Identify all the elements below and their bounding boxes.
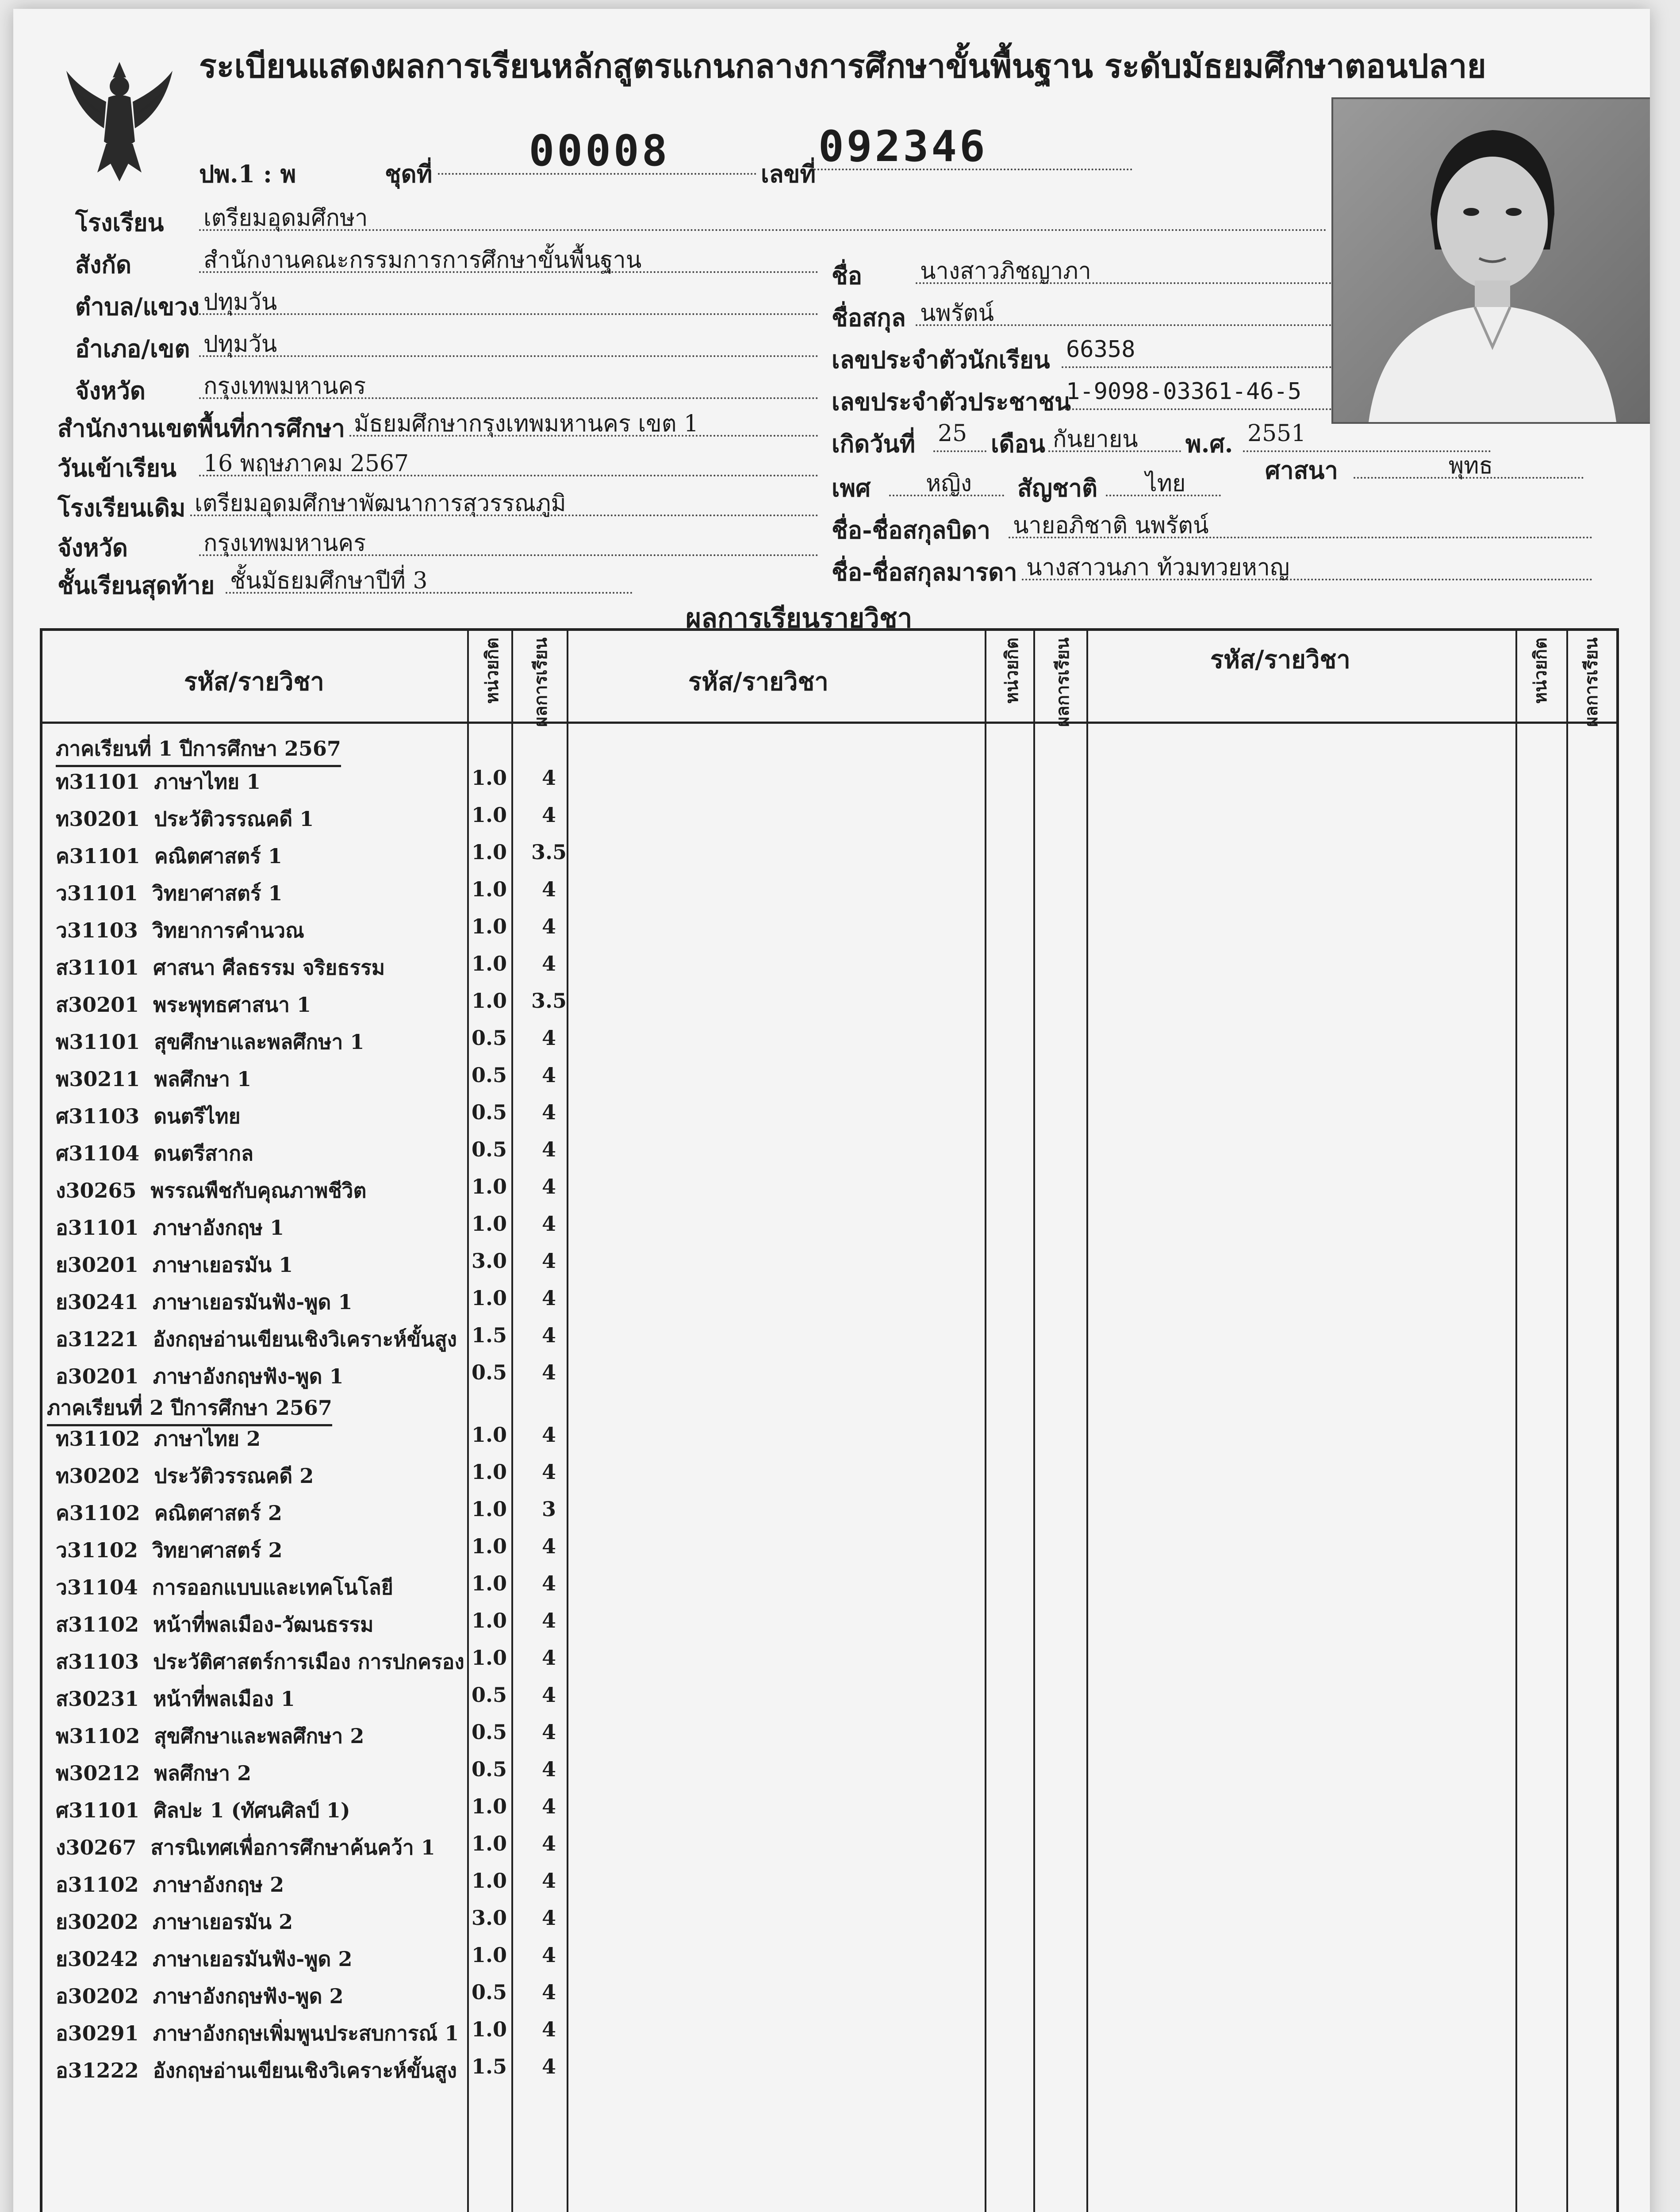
religion-label: ศาสนา (1265, 456, 1338, 484)
subject-units: 1.0 (471, 1175, 507, 1198)
col2-units-header: หน่วยกิต (1001, 637, 1022, 704)
set-label: ชุดที่ (385, 160, 433, 188)
subject-code: ย30241 (56, 1290, 138, 1314)
school-label: โรงเรียน (75, 208, 164, 237)
subject-code-name (56, 1571, 393, 1604)
subject-grade: 4 (541, 1286, 556, 1310)
subject-code: ส31103 (56, 1650, 139, 1674)
header-rule (42, 722, 1616, 724)
subject-units: 1.0 (471, 914, 507, 938)
subject-code-name (56, 803, 314, 835)
subject-code: พ31101 (56, 1030, 140, 1054)
subject-units: 1.0 (471, 1646, 507, 1670)
subject-code-name (56, 2017, 459, 2050)
subject-name: พลศึกษา 2 (154, 1761, 252, 1785)
col2-grade-header: ผลการเรียน (1052, 637, 1073, 727)
sex-label: เพศ (832, 474, 871, 502)
subject-name: ประวัติศาสตร์การเมือง การปกครอง (153, 1650, 464, 1674)
subject-code-name (56, 1460, 314, 1492)
subject-code-name (56, 1757, 251, 1790)
subject-grade: 4 (541, 1609, 556, 1632)
father-value: นายอภิชาติ นพรัตน์ (1009, 507, 1592, 538)
subject-code-name (56, 840, 282, 872)
subject-grade: 4 (541, 1249, 556, 1273)
subject-grade: 4 (541, 914, 556, 938)
subject-units: 0.5 (471, 1063, 507, 1087)
col3-units-header: หน่วยกิต (1530, 637, 1551, 704)
subject-code: ท31102 (56, 1427, 140, 1451)
subject-results-title: ผลการเรียนรายวิชา (686, 603, 913, 634)
subject-code: ส30201 (56, 993, 139, 1017)
subject-grade: 4 (541, 766, 556, 790)
subject-units: 1.0 (471, 1609, 507, 1632)
subject-code-name (56, 1534, 283, 1567)
divider (985, 631, 986, 2212)
subject-grade: 4 (541, 2017, 556, 2041)
citizen-id-label: เลขประจำตัวประชาชน (832, 388, 1071, 416)
previous-school-value: เตรียมอุดมศึกษาพัฒนาการสุวรรณภูมิ (190, 484, 818, 516)
previous-province-label: จังหวัด (58, 534, 128, 562)
subject-code: ศ31103 (56, 1104, 140, 1128)
affiliation-value: สำนักงานคณะกรรมการการศึกษาขั้นพื้นฐาน (199, 241, 818, 273)
subject-code: อ30291 (56, 2021, 139, 2045)
subject-code-name (56, 2055, 457, 2087)
subject-name: ภาษาเยอรมัน 1 (153, 1253, 293, 1277)
subject-grade: 4 (541, 1646, 556, 1670)
subject-name: ภาษาอังกฤษ 1 (153, 1216, 284, 1240)
subject-units: 0.5 (471, 1137, 507, 1161)
divider (511, 631, 513, 2212)
subject-grade: 4 (541, 1212, 556, 1236)
subject-name: ภาษาเยอรมันฟัง-พูด 1 (153, 1290, 353, 1314)
province-value: กรุงเทพมหานคร (199, 367, 818, 399)
subject-grade: 4 (541, 1869, 556, 1893)
subject-code-name (56, 1906, 293, 1938)
subject-code: ง30265 (56, 1179, 137, 1202)
mother-label: ชื่อ-ชื่อสกุลมารดา (832, 558, 1017, 586)
divider (1086, 631, 1088, 2212)
subject-units: 1.0 (471, 1423, 507, 1447)
subject-code: ส31101 (56, 956, 139, 979)
subject-grade: 3.5 (531, 989, 567, 1013)
subject-name: สุขศึกษาและพลศึกษา 1 (154, 1030, 364, 1054)
subject-units: 1.5 (471, 1323, 507, 1347)
subject-units: 0.5 (471, 1757, 507, 1781)
subject-code: อ31102 (56, 1873, 139, 1897)
affiliation-label: สังกัด (75, 250, 132, 279)
subject-grade: 4 (541, 803, 556, 827)
district-label: อำเภอ/เขต (75, 334, 190, 363)
subject-name: ภาษาอังกฤษฟัง-พูด 1 (153, 1364, 344, 1388)
student-photo (1331, 97, 1650, 424)
student-portrait-icon (1333, 99, 1650, 422)
subject-name: หน้าที่พลเมือง 1 (153, 1687, 295, 1711)
subject-units: 1.0 (471, 1943, 507, 1967)
subject-units: 1.0 (471, 803, 507, 827)
subject-code: ท30201 (56, 807, 140, 831)
subject-units: 1.0 (471, 1869, 507, 1893)
subject-code-name (56, 1100, 241, 1133)
subject-code-name (56, 1063, 251, 1095)
subject-code-name (56, 1609, 373, 1641)
subject-units: 0.5 (471, 1100, 507, 1124)
surname-label: ชื่อสกุล (832, 303, 906, 332)
subject-code-name (56, 1026, 364, 1058)
subject-code: อ30201 (56, 1364, 139, 1388)
subject-code-name (56, 1137, 253, 1170)
birth-month-value: กันยายน (1048, 420, 1181, 452)
subject-code-name (56, 914, 304, 947)
birth-year-value: 2551 (1243, 420, 1491, 452)
subject-name: สุขศึกษาและพลศึกษา 2 (154, 1724, 364, 1748)
subject-units: 0.5 (471, 1683, 507, 1707)
mother-value: นางสาวนภา ท้วมทวยหาญ (1022, 549, 1592, 580)
subject-units: 0.5 (471, 1360, 507, 1384)
subject-grade: 4 (541, 1683, 556, 1707)
subject-grade: 4 (541, 1906, 556, 1930)
subject-name: สารนิเทศเพื่อการศึกษาค้นคว้า 1 (150, 1836, 435, 1859)
subject-name: วิทยาศาสตร์ 1 (152, 881, 283, 905)
divider (467, 631, 469, 2212)
subject-units: 1.0 (471, 1832, 507, 1855)
divider (567, 631, 568, 2212)
birth-month-label: เดือน (991, 430, 1045, 458)
semester-2-heading: ภาคเรียนที่ 2 ปีการศึกษา 2567 (47, 1392, 332, 1426)
subject-units: 1.5 (471, 2055, 507, 2078)
subject-units: 1.0 (471, 989, 507, 1013)
col3-grade-header: ผลการเรียน (1581, 637, 1602, 727)
subject-units: 1.0 (471, 1571, 507, 1595)
subject-name: ภาษาอังกฤษ 2 (153, 1873, 284, 1897)
subject-units: 1.0 (471, 1497, 507, 1521)
subject-code: อ30202 (56, 1984, 139, 2008)
subject-name: ศิลปะ 1 (ทัศนศิลป์ 1) (153, 1798, 350, 1822)
subject-code-name (56, 952, 385, 984)
subject-grade: 4 (541, 1323, 556, 1347)
father-label: ชื่อ-ชื่อสกุลบิดา (832, 516, 990, 544)
subject-code: ท31101 (56, 770, 140, 794)
subject-name: อังกฤษอ่านเขียนเชิงวิเคราะห์ขั้นสูง (153, 2058, 457, 2082)
subject-grade: 4 (541, 1534, 556, 1558)
subject-code-name (56, 1423, 261, 1455)
subject-code-name (56, 989, 311, 1021)
sex-value: หญิง (889, 465, 1004, 496)
subject-code: อ31101 (56, 1216, 139, 1240)
nationality-label: สัญชาติ (1017, 474, 1098, 502)
subject-code: ง30267 (56, 1836, 137, 1859)
entry-date-label: วันเข้าเรียน (58, 454, 176, 482)
subject-grade: 4 (541, 2055, 556, 2078)
subject-units: 0.5 (471, 1026, 507, 1050)
previous-school-label: โรงเรียนเดิม (58, 494, 186, 522)
subject-code: ส31102 (56, 1613, 139, 1636)
subject-name: วิทยาการคำนวณ (152, 918, 304, 942)
last-class-label: ชั้นเรียนสุดท้าย (58, 571, 215, 599)
subject-code: ย30201 (56, 1253, 138, 1277)
citizen-id-value: 1-9098-03361-46-5 (1062, 378, 1331, 410)
number-label: เลขที่ (761, 160, 816, 188)
subject-units: 1.0 (471, 1460, 507, 1484)
subject-grade: 3 (541, 1497, 556, 1521)
divider (1566, 631, 1568, 2212)
district-value: ปทุมวัน (199, 325, 818, 357)
subject-code-name (56, 1286, 352, 1318)
subject-code: ย30242 (56, 1947, 138, 1971)
subject-code: อ31222 (56, 2058, 139, 2082)
subject-units: 3.0 (471, 1906, 507, 1930)
subject-code-name (56, 1212, 284, 1244)
subject-code: ว31103 (56, 918, 138, 942)
subject-name: อังกฤษอ่านเขียนเชิงวิเคราะห์ขั้นสูง (153, 1327, 457, 1351)
subject-name: ภาษาอังกฤษฟัง-พูด 2 (153, 1984, 344, 2008)
subject-grade: 4 (541, 1794, 556, 1818)
subject-name: ภาษาไทย 1 (154, 770, 261, 794)
subject-code-name (56, 1980, 343, 2012)
subject-name: ดนตรีสากล (153, 1141, 254, 1165)
subject-code: ค31101 (56, 844, 140, 868)
subject-code: ศ31101 (56, 1798, 140, 1822)
col3-subject-header: รหัส/รายวิชา (1210, 645, 1350, 674)
subject-grade: 3.5 (531, 840, 567, 864)
subject-name: ภาษาเยอรมัน 2 (153, 1910, 293, 1934)
birth-year-label: พ.ศ. (1185, 430, 1233, 458)
subject-grade: 4 (541, 1980, 556, 2004)
subject-name: ดนตรีไทย (153, 1104, 241, 1128)
subject-units: 1.0 (471, 840, 507, 864)
set-number: 00008 (438, 126, 756, 175)
subject-grade: 4 (541, 1943, 556, 1967)
subdistrict-label: ตำบล/แขวง (75, 292, 199, 321)
subject-units: 1.0 (471, 877, 507, 901)
subject-name: ประวัติวรรณคดี 2 (154, 1464, 314, 1488)
divider (1033, 631, 1035, 2212)
subject-code-name (56, 1497, 282, 1529)
subject-code: พ31102 (56, 1724, 140, 1748)
subject-grade: 4 (541, 952, 556, 975)
first-name-label: ชื่อ (832, 261, 863, 290)
subject-units: 1.0 (471, 1534, 507, 1558)
subject-code: พ30212 (56, 1761, 140, 1785)
col1-subject-header: รหัส/รายวิชา (184, 667, 324, 696)
subject-grade: 4 (541, 1026, 556, 1050)
subject-units: 1.0 (471, 952, 507, 975)
subject-code: ศ31104 (56, 1141, 140, 1165)
subject-name: วิทยาศาสตร์ 2 (152, 1538, 283, 1562)
previous-province-value: กรุงเทพมหานคร (199, 524, 818, 556)
subject-code-name (56, 1360, 343, 1393)
subject-units: 0.5 (471, 1980, 507, 2004)
subject-code-name (56, 766, 261, 798)
birth-day-value: 25 (933, 420, 986, 452)
subject-code-name (56, 1943, 352, 1975)
subject-units: 0.5 (471, 1720, 507, 1744)
subdistrict-value: ปทุมวัน (199, 283, 818, 315)
subject-code-name (56, 877, 283, 910)
subject-grade: 4 (541, 1460, 556, 1484)
subject-grade: 4 (541, 1360, 556, 1384)
document-number: 092346 (814, 122, 1132, 170)
edu-office-value: มัธยมศึกษากรุงเทพมหานคร เขต 1 (349, 405, 818, 437)
subject-name: หน้าที่พลเมือง-วัฒนธรรม (153, 1613, 374, 1636)
subject-code-name (56, 1794, 350, 1827)
subject-code: ค31102 (56, 1501, 140, 1525)
results-table (40, 628, 1619, 2212)
subject-code: ย30202 (56, 1910, 138, 1934)
subject-grade: 4 (541, 1175, 556, 1198)
subject-name: ภาษาไทย 2 (154, 1427, 261, 1451)
subject-units: 1.0 (471, 766, 507, 790)
last-class-value: ชั้นมัธยมศึกษาปีที่ 3 (226, 562, 633, 594)
subject-name: คณิตศาสตร์ 2 (154, 1501, 282, 1525)
transcript-page (13, 9, 1650, 2212)
subject-name: การออกแบบและเทคโนโลยี (152, 1575, 393, 1599)
subject-grade: 4 (541, 1100, 556, 1124)
subject-name: พลศึกษา 1 (154, 1067, 252, 1091)
religion-value: พุทธ (1354, 447, 1584, 479)
subject-grade: 4 (541, 877, 556, 901)
subject-grade: 4 (541, 1571, 556, 1595)
subject-grade: 4 (541, 1137, 556, 1161)
subject-code-name (56, 1832, 435, 1864)
subject-grade: 4 (541, 1832, 556, 1855)
subject-name: ศาสนา ศีลธรรม จริยธรรม (153, 956, 385, 979)
col2-subject-header: รหัส/รายวิชา (688, 667, 828, 696)
subject-code-name (56, 1175, 366, 1207)
subject-code-name (56, 1869, 284, 1901)
edu-office-label: สำนักงานเขตพื้นที่การศึกษา (58, 414, 345, 442)
subject-code: ว31104 (56, 1575, 138, 1599)
form-code: ปพ.1 : พ (199, 160, 296, 188)
subject-units: 1.0 (471, 1794, 507, 1818)
garuda-emblem-icon (62, 58, 177, 186)
surname-value: นพรัตน์ (916, 294, 1331, 326)
student-id-value: 66358 (1062, 336, 1331, 368)
subject-code-name (56, 1720, 364, 1752)
subject-code: ว31101 (56, 881, 138, 905)
subject-units: 1.0 (471, 2017, 507, 2041)
divider (1515, 631, 1517, 2212)
col1-grade-header: ผลการเรียน (530, 637, 551, 727)
subject-grade: 4 (541, 1423, 556, 1447)
subject-code: ว31102 (56, 1538, 138, 1562)
subject-units: 3.0 (471, 1249, 507, 1273)
subject-grade: 4 (541, 1063, 556, 1087)
subject-code: พ30211 (56, 1067, 140, 1091)
subject-code: ส30231 (56, 1687, 139, 1711)
birth-date-label: เกิดวันที่ (832, 430, 916, 458)
subject-name: ภาษาเยอรมันฟัง-พูด 2 (153, 1947, 353, 1971)
subject-code: ท30202 (56, 1464, 140, 1488)
subject-units: 1.0 (471, 1212, 507, 1236)
subject-grade: 4 (541, 1720, 556, 1744)
entry-date-value: 16 พฤษภาคม 2567 (199, 445, 818, 476)
subject-units: 1.0 (471, 1286, 507, 1310)
nationality-value: ไทย (1106, 465, 1221, 496)
subject-name: ภาษาอังกฤษเพิ่มพูนประสบการณ์ 1 (153, 2021, 459, 2045)
subject-code-name (56, 1646, 464, 1678)
col1-units-header: หน่วยกิต (482, 637, 502, 704)
semester-1-heading: ภาคเรียนที่ 1 ปีการศึกษา 2567 (56, 733, 341, 767)
subject-code-name (56, 1323, 457, 1356)
student-id-label: เลขประจำตัวนักเรียน (832, 346, 1050, 374)
subject-code: อ31221 (56, 1327, 139, 1351)
subject-name: คณิตศาสตร์ 1 (154, 844, 282, 868)
school-value: เตรียมอุดมศึกษา (199, 199, 1327, 231)
first-name-value: นางสาวภิชญาภา (916, 252, 1331, 284)
province-label: จังหวัด (75, 376, 146, 405)
subject-name: พระพุทธศาสนา 1 (153, 993, 311, 1017)
subject-name: พรรณพืชกับคุณภาพชีวิต (150, 1179, 367, 1202)
subject-code-name (56, 1249, 293, 1281)
subject-name: ประวัติวรรณคดี 1 (154, 807, 314, 831)
document-title: ระเบียนแสดงผลการเรียนหลักสูตรแกนกลางการศึกษาขั้นพื้นฐาน ระดับมัธยมศึกษาตอนปลาย (199, 47, 1486, 85)
subject-grade: 4 (541, 1757, 556, 1781)
subject-code-name (56, 1683, 295, 1715)
